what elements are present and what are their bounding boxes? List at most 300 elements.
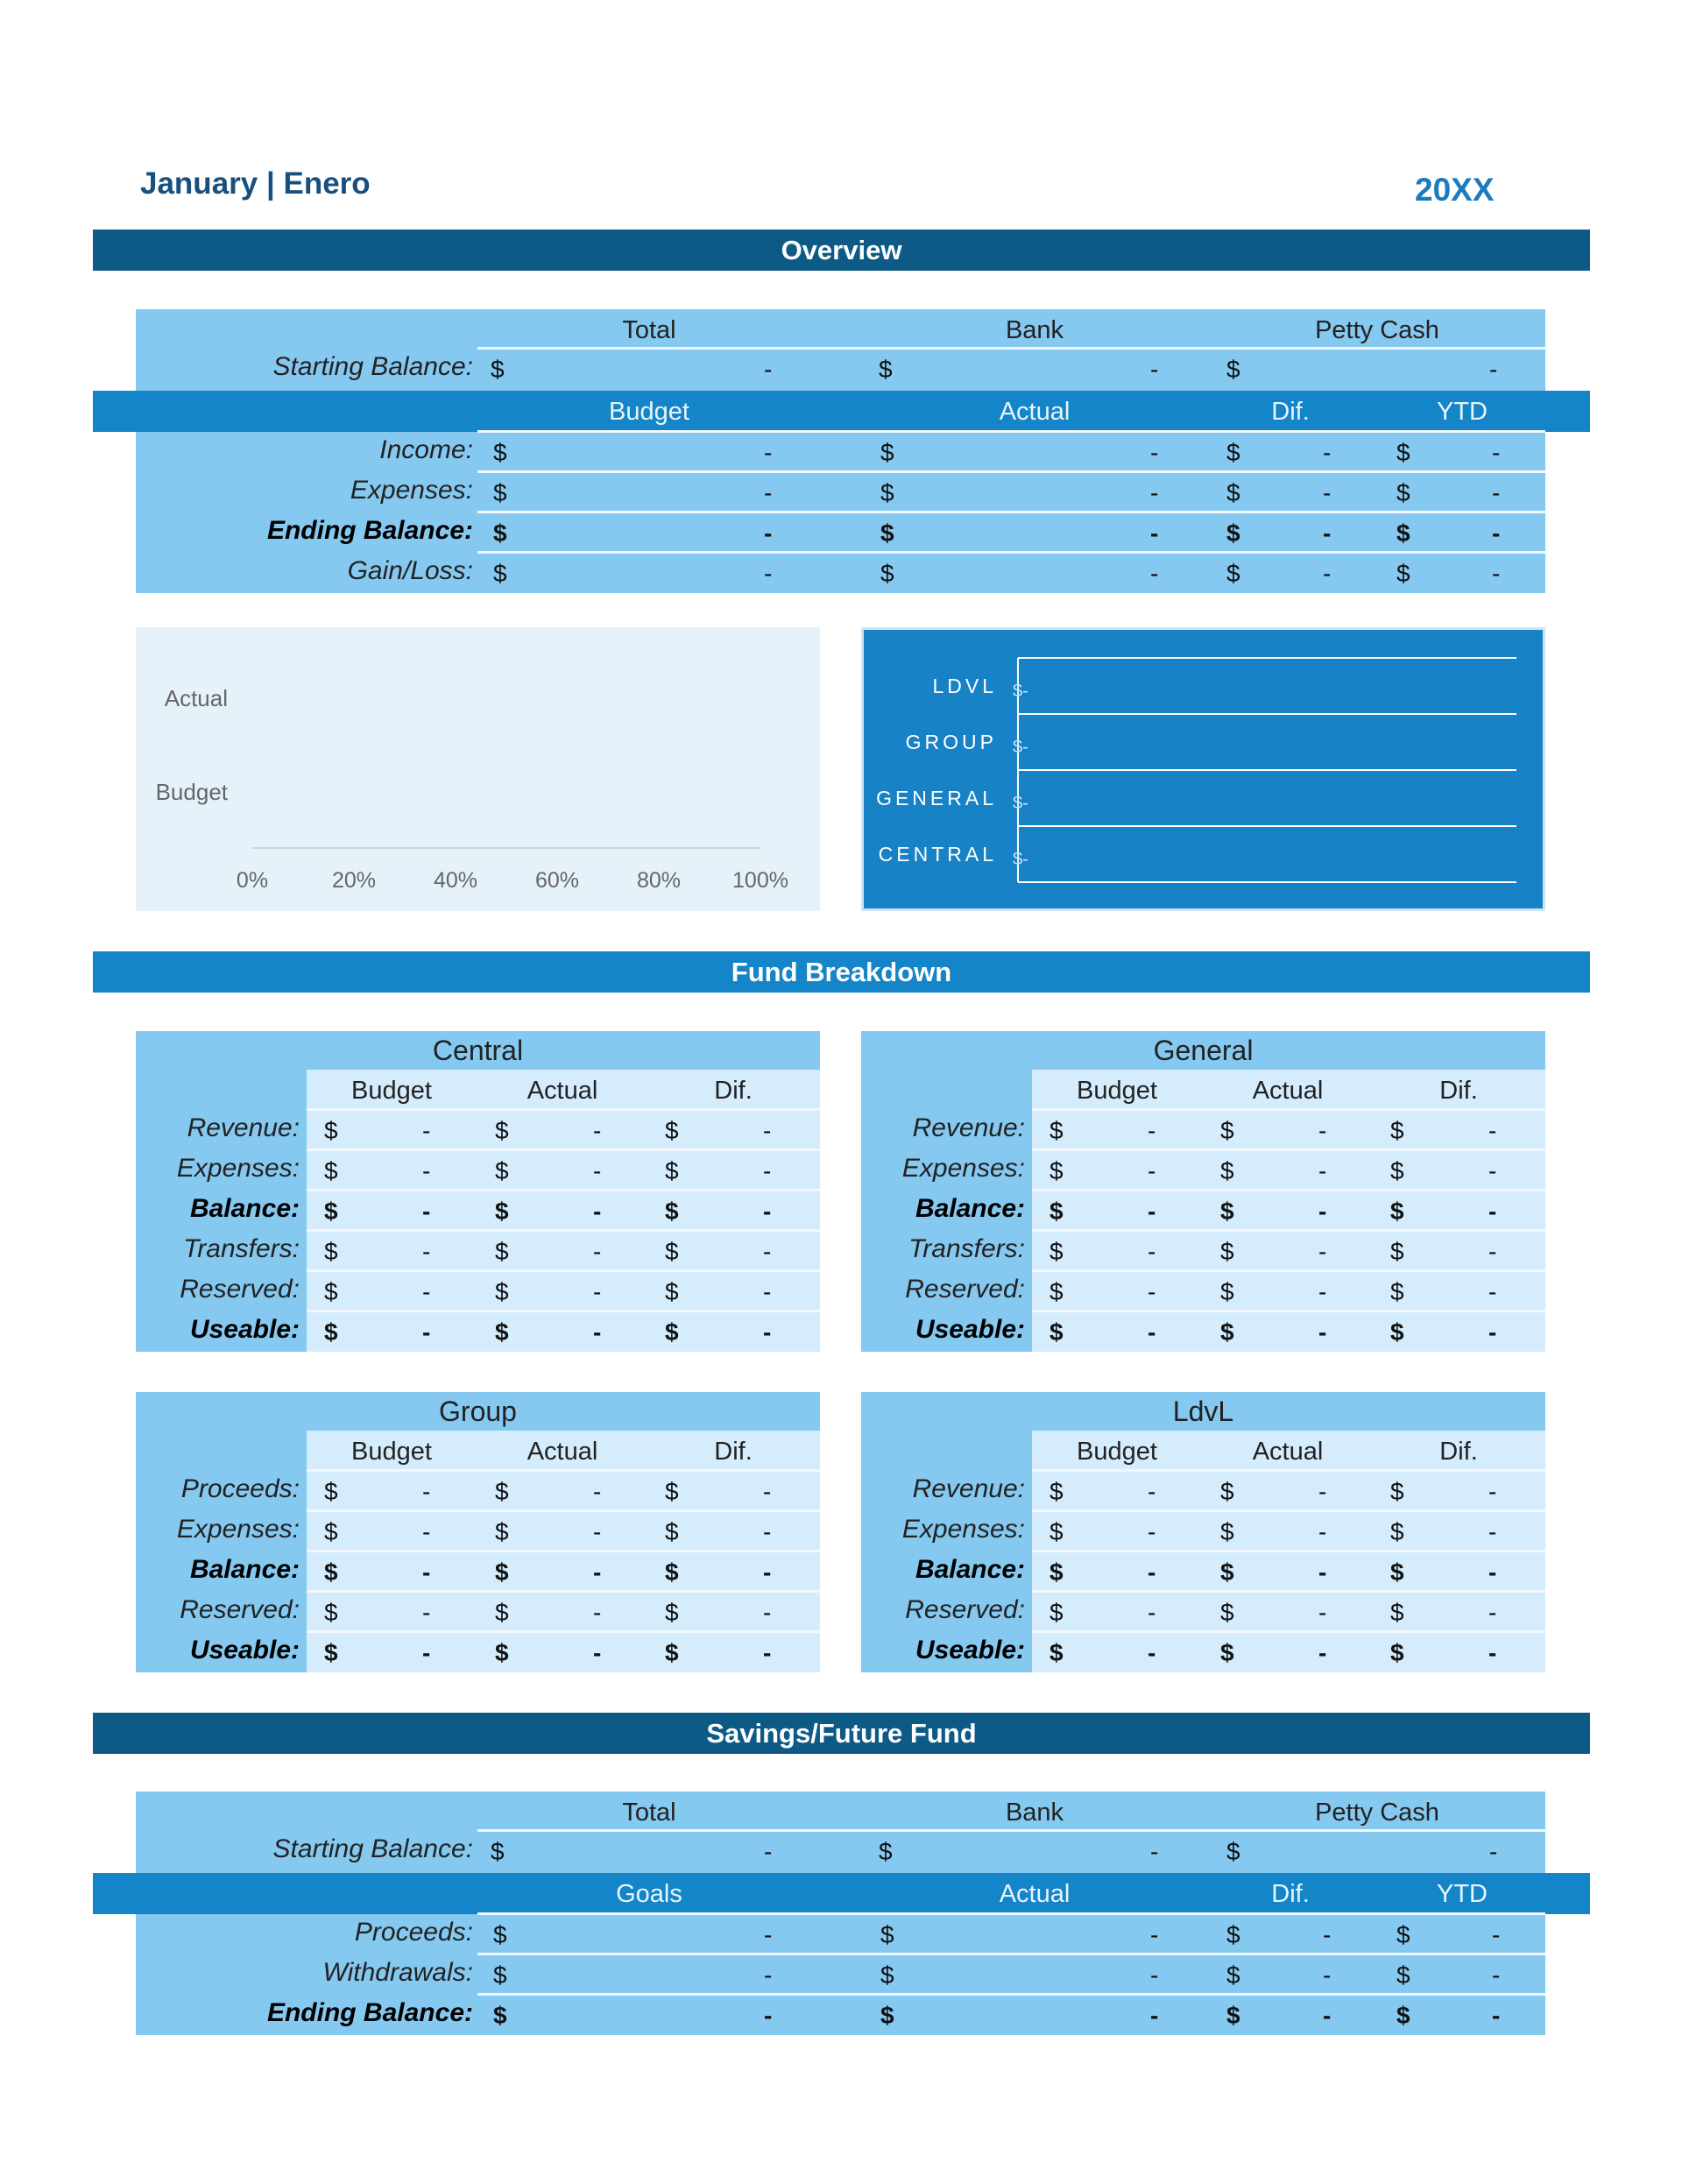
fund-central-dollar: $ <box>665 1238 679 1265</box>
fund-general-dollar: $ <box>1390 1157 1404 1184</box>
overview-row-label: Income: <box>379 435 473 464</box>
fund-central-row-label: Revenue: <box>187 1113 300 1142</box>
fund-central-col-budget: Budget <box>351 1077 432 1105</box>
savings-separator <box>477 1829 1545 1832</box>
savings-starting-label: Starting Balance: <box>272 1834 473 1863</box>
fund-ldvl-value: - <box>1318 1599 1327 1626</box>
fund-general-value: - <box>1148 1157 1156 1184</box>
overview-row-value: - <box>1492 519 1501 547</box>
fund-group-value: - <box>763 1518 772 1545</box>
fund-group-value: - <box>422 1558 431 1586</box>
overview-row-dollar: $ <box>493 479 507 506</box>
overview-col-dif: Dif. <box>1271 398 1310 426</box>
fund-general-row-label: Revenue: <box>912 1113 1025 1142</box>
fund-central-value: - <box>422 1278 431 1305</box>
fund-ldvl-dollar: $ <box>1049 1639 1064 1666</box>
overview-row-dollar: $ <box>880 479 894 506</box>
chart2-category-label: GROUP <box>905 731 997 753</box>
fund-ldvl-col-budget: Budget <box>1077 1438 1157 1466</box>
savings-row-dollar: $ <box>880 1921 894 1948</box>
fund-group-dollar: $ <box>495 1558 509 1586</box>
overview-row-dollar: $ <box>493 439 507 466</box>
fund-central-value: - <box>422 1157 431 1184</box>
fund-ldvl-dollar: $ <box>1049 1558 1064 1586</box>
fund-general-value: - <box>1488 1318 1497 1346</box>
savings-row-separator <box>477 1912 1545 1915</box>
fund-ldvl-col-dif: Dif. <box>1439 1438 1478 1466</box>
fund-group-dollar: $ <box>324 1639 338 1666</box>
savings-row-value: - <box>1492 1961 1501 1989</box>
overview-row-value: - <box>1323 439 1332 466</box>
fund-central-value: - <box>593 1238 602 1265</box>
fund-group-row-separator <box>307 1630 820 1633</box>
fund-breakdown-header: Fund Breakdown <box>93 951 1590 993</box>
chart1-category-label: Actual <box>164 685 228 711</box>
fund-central-row-label: Expenses: <box>176 1154 300 1183</box>
savings-col-actual: Actual <box>999 1880 1071 1908</box>
overview-row-value: - <box>764 519 773 547</box>
fund-group-value: - <box>422 1639 431 1666</box>
fund-group-value: - <box>422 1478 431 1505</box>
fund-central-dollar: $ <box>324 1278 338 1305</box>
fund-central-row-label: Balance: <box>189 1194 300 1223</box>
fund-central-value: - <box>593 1157 602 1184</box>
fund-general-dollar: $ <box>1220 1318 1234 1346</box>
overview-starting-value: - <box>1150 356 1159 383</box>
fund-general-value: - <box>1488 1157 1497 1184</box>
fund-group-row-separator <box>307 1509 820 1512</box>
savings-row-value: - <box>1150 1961 1159 1989</box>
fund-ldvl-row-separator <box>1032 1590 1545 1593</box>
fund-ldvl-value: - <box>1488 1599 1497 1626</box>
fund-general-value: - <box>1148 1198 1156 1225</box>
fund-central-dollar: $ <box>665 1117 679 1144</box>
fund-group-dollar: $ <box>665 1518 679 1545</box>
fund-ldvl-col-actual: Actual <box>1252 1438 1324 1466</box>
fund-ldvl-row-separator <box>1032 1550 1545 1552</box>
fund-general-dollar: $ <box>1049 1318 1064 1346</box>
overview-row-dollar: $ <box>493 519 507 547</box>
overview-row-dollar: $ <box>1226 479 1240 506</box>
fund-general-col-dif: Dif. <box>1439 1077 1478 1105</box>
fund-central-dollar: $ <box>495 1278 509 1305</box>
overview-row-value: - <box>764 479 773 506</box>
fund-ldvl-value: - <box>1488 1639 1497 1666</box>
fund-general-value: - <box>1488 1198 1497 1225</box>
chart1-x-tick: 40% <box>433 868 478 893</box>
fund-general-title: General <box>861 1031 1545 1070</box>
chart2-data-label: $- <box>1013 794 1028 813</box>
fund-general-dollar: $ <box>1220 1117 1234 1144</box>
fund-group-row-label: Expenses: <box>176 1515 300 1544</box>
fund-general-row-label: Reserved: <box>905 1275 1025 1304</box>
fund-ldvl-dollar: $ <box>1049 1518 1064 1545</box>
fund-ldvl-value: - <box>1148 1599 1156 1626</box>
fund-central-dollar: $ <box>665 1198 679 1225</box>
savings-row-dollar: $ <box>880 1961 894 1989</box>
overview-row-separator <box>477 551 1545 554</box>
fund-central-value: - <box>422 1117 431 1144</box>
fund-group-value: - <box>763 1599 772 1626</box>
fund-general-row-separator <box>1032 1269 1545 1272</box>
fund-ldvl-dollar: $ <box>1220 1639 1234 1666</box>
fund-general-value: - <box>1318 1157 1327 1184</box>
overview-row-dollar: $ <box>1396 560 1410 587</box>
fund-group-dollar: $ <box>324 1599 338 1626</box>
fund-ldvl-row-separator <box>1032 1630 1545 1633</box>
fund-group-dollar: $ <box>665 1639 679 1666</box>
fund-central-row-separator <box>307 1310 820 1312</box>
fund-general-dollar: $ <box>1390 1238 1404 1265</box>
fund-central-value: - <box>763 1198 772 1225</box>
fund-group-row-label: Useable: <box>189 1636 300 1665</box>
overview-row-value: - <box>1492 479 1501 506</box>
fund-ldvl-row-label: Useable: <box>915 1636 1025 1665</box>
fund-central-value: - <box>763 1157 772 1184</box>
fund-general-row-label: Transfers: <box>908 1234 1025 1263</box>
overview-col-total: Total <box>622 316 676 344</box>
overview-col-actual: Actual <box>999 398 1071 426</box>
savings-row-dollar: $ <box>493 1921 507 1948</box>
fund-group-value: - <box>593 1558 602 1586</box>
fund-ldvl-row-label: Balance: <box>915 1555 1025 1584</box>
savings-row-dollar: $ <box>493 2002 507 2029</box>
fund-general-row-label: Balance: <box>915 1194 1025 1223</box>
overview-row-dollar: $ <box>493 560 507 587</box>
chart1-x-tick: 60% <box>534 868 580 893</box>
overview-row-separator <box>477 511 1545 513</box>
savings-row-label: Proceeds: <box>354 1918 473 1947</box>
overview-row-dollar: $ <box>880 519 894 547</box>
overview-starting-dollar: $ <box>879 356 893 383</box>
overview-row-value: - <box>764 560 773 587</box>
budget-actual-chart <box>136 627 820 911</box>
savings-row-separator <box>477 1993 1545 1996</box>
fund-central-dollar: $ <box>665 1318 679 1346</box>
overview-row-dollar: $ <box>1226 560 1240 587</box>
fund-central-dollar: $ <box>495 1238 509 1265</box>
savings-row-value: - <box>1492 2002 1501 2029</box>
fund-ldvl-value: - <box>1148 1478 1156 1505</box>
overview-row-dollar: $ <box>1396 479 1410 506</box>
savings-row-value: - <box>764 1961 773 1989</box>
fund-general-value: - <box>1318 1278 1327 1305</box>
fund-central-value: - <box>593 1198 602 1225</box>
fund-group-dollar: $ <box>495 1478 509 1505</box>
fund-general-value: - <box>1318 1318 1327 1346</box>
savings-row-value: - <box>764 1921 773 1948</box>
chart2-data-label: $- <box>1013 682 1028 701</box>
chart2-data-label: $- <box>1013 850 1028 869</box>
overview-header: Overview <box>93 230 1590 271</box>
fund-central-dollar: $ <box>324 1238 338 1265</box>
savings-row-value: - <box>1150 1921 1159 1948</box>
fund-group-col-budget: Budget <box>351 1438 432 1466</box>
overview-row-value: - <box>764 439 773 466</box>
savings-row-value: - <box>1323 2002 1332 2029</box>
fund-ldvl-value: - <box>1488 1558 1497 1586</box>
savings-col-ytd: YTD <box>1437 1880 1488 1908</box>
fund-central-separator <box>307 1108 820 1111</box>
savings-row-label: Ending Balance: <box>266 1998 473 2027</box>
fund-central-value: - <box>593 1117 602 1144</box>
overview-col-bank: Bank <box>1005 316 1064 344</box>
overview-row-dollar: $ <box>1226 439 1240 466</box>
savings-col-total: Total <box>622 1799 676 1827</box>
savings-col-goals: Goals <box>616 1880 682 1908</box>
fund-general-value: - <box>1148 1278 1156 1305</box>
savings-row-label: Withdrawals: <box>322 1958 473 1987</box>
savings-row-dollar: $ <box>1396 1921 1410 1948</box>
overview-col-petty-cash: Petty Cash <box>1315 316 1439 344</box>
fund-general-dollar: $ <box>1220 1157 1234 1184</box>
overview-row-value: - <box>1150 439 1159 466</box>
savings-row-value: - <box>1323 1961 1332 1989</box>
savings-starting-dollar: $ <box>491 1838 505 1865</box>
fund-group-dollar: $ <box>665 1478 679 1505</box>
fund-ldvl-value: - <box>1488 1518 1497 1545</box>
fund-group-row-separator <box>307 1590 820 1593</box>
savings-starting-value: - <box>764 1838 773 1865</box>
fund-general-value: - <box>1318 1238 1327 1265</box>
overview-row-dollar: $ <box>880 560 894 587</box>
fund-ldvl-title: LdvL <box>861 1392 1545 1431</box>
fund-group-value: - <box>422 1599 431 1626</box>
fund-ldvl-dollar: $ <box>1220 1599 1234 1626</box>
fund-central-dollar: $ <box>495 1157 509 1184</box>
overview-row-dollar: $ <box>880 439 894 466</box>
overview-row-dollar: $ <box>1226 519 1240 547</box>
fund-ldvl-dollar: $ <box>1390 1478 1404 1505</box>
fund-general-value: - <box>1318 1117 1327 1144</box>
fund-group-col-actual: Actual <box>527 1438 598 1466</box>
fund-group-dollar: $ <box>324 1518 338 1545</box>
fund-ldvl-value: - <box>1148 1639 1156 1666</box>
savings-starting-dollar: $ <box>879 1838 893 1865</box>
overview-row-separator <box>477 470 1545 473</box>
fund-general-dollar: $ <box>1390 1198 1404 1225</box>
savings-row-value: - <box>1492 1921 1501 1948</box>
fund-central-value: - <box>763 1318 772 1346</box>
fund-general-value: - <box>1148 1318 1156 1346</box>
fund-central-row-label: Useable: <box>189 1315 300 1344</box>
fund-ldvl-dollar: $ <box>1390 1558 1404 1586</box>
overview-row-label: Gain/Loss: <box>347 556 473 585</box>
fund-central-title: Central <box>136 1031 820 1070</box>
overview-starting-value: - <box>764 356 773 383</box>
savings-row-dollar: $ <box>1226 2002 1240 2029</box>
overview-row-value: - <box>1323 479 1332 506</box>
fund-ldvl-value: - <box>1318 1639 1327 1666</box>
fund-general-value: - <box>1488 1238 1497 1265</box>
fund-group-value: - <box>593 1518 602 1545</box>
overview-row-dollar: $ <box>1396 439 1410 466</box>
overview-row-value: - <box>1323 560 1332 587</box>
chart1-x-tick: 0% <box>236 868 269 893</box>
fund-general-dollar: $ <box>1220 1198 1234 1225</box>
overview-row-value: - <box>1323 519 1332 547</box>
fund-central-dollar: $ <box>665 1157 679 1184</box>
overview-starting-dollar: $ <box>491 356 505 383</box>
fund-general-dollar: $ <box>1049 1238 1064 1265</box>
fund-group-value: - <box>422 1518 431 1545</box>
year-title: 20XX <box>1415 172 1495 208</box>
fund-general-separator <box>1032 1108 1545 1111</box>
savings-row-value: - <box>1323 1921 1332 1948</box>
savings-row-dollar: $ <box>1396 1961 1410 1989</box>
fund-group-row-separator <box>307 1550 820 1552</box>
fund-central-value: - <box>763 1238 772 1265</box>
savings-row-dollar: $ <box>1396 2002 1410 2029</box>
fund-central-dollar: $ <box>324 1157 338 1184</box>
fund-ldvl-dollar: $ <box>1049 1478 1064 1505</box>
fund-ldvl-value: - <box>1148 1518 1156 1545</box>
fund-group-dollar: $ <box>495 1639 509 1666</box>
fund-chart <box>861 627 1545 911</box>
fund-group-value: - <box>593 1639 602 1666</box>
savings-row-value: - <box>764 2002 773 2029</box>
fund-central-row-separator <box>307 1269 820 1272</box>
savings-col-petty-cash: Petty Cash <box>1315 1799 1439 1827</box>
fund-ldvl-row-label: Reserved: <box>905 1595 1025 1624</box>
fund-ldvl-dollar: $ <box>1049 1599 1064 1626</box>
fund-central-dollar: $ <box>324 1198 338 1225</box>
overview-row-value: - <box>1492 439 1501 466</box>
overview-separator <box>477 347 1545 350</box>
fund-ldvl-value: - <box>1318 1558 1327 1586</box>
chart1-x-tick: 80% <box>636 868 682 893</box>
overview-col-budget: Budget <box>609 398 689 426</box>
savings-row-value: - <box>1150 2002 1159 2029</box>
fund-group-value: - <box>593 1478 602 1505</box>
savings-col-bank: Bank <box>1005 1799 1064 1827</box>
fund-general-dollar: $ <box>1220 1278 1234 1305</box>
overview-row-value: - <box>1492 560 1501 587</box>
chart1-category-label: Budget <box>155 779 228 805</box>
fund-ldvl-value: - <box>1318 1478 1327 1505</box>
fund-central-value: - <box>763 1278 772 1305</box>
fund-group-row-label: Reserved: <box>180 1595 300 1624</box>
fund-general-value: - <box>1148 1238 1156 1265</box>
fund-general-dollar: $ <box>1390 1318 1404 1346</box>
fund-general-value: - <box>1488 1278 1497 1305</box>
overview-row-value: - <box>1150 519 1159 547</box>
fund-central-value: - <box>422 1318 431 1346</box>
fund-central-col-actual: Actual <box>527 1077 598 1105</box>
fund-general-row-separator <box>1032 1189 1545 1191</box>
fund-central-dollar: $ <box>324 1318 338 1346</box>
overview-starting-dollar: $ <box>1226 356 1240 383</box>
fund-ldvl-row-separator <box>1032 1509 1545 1512</box>
fund-central-dollar: $ <box>495 1117 509 1144</box>
overview-starting-value: - <box>1489 356 1498 383</box>
fund-ldvl-dollar: $ <box>1220 1558 1234 1586</box>
chart2-category-label: GENERAL <box>876 787 997 809</box>
fund-general-dollar: $ <box>1049 1198 1064 1225</box>
overview-col-ytd: YTD <box>1437 398 1488 426</box>
fund-central-col-dif: Dif. <box>714 1077 753 1105</box>
fund-group-dollar: $ <box>665 1558 679 1586</box>
fund-ldvl-separator <box>1032 1469 1545 1472</box>
fund-general-col-budget: Budget <box>1077 1077 1157 1105</box>
overview-starting-label: Starting Balance: <box>272 352 473 381</box>
chart2-category-label: CENTRAL <box>878 843 997 866</box>
fund-general-dollar: $ <box>1390 1117 1404 1144</box>
fund-general-row-label: Useable: <box>915 1315 1025 1344</box>
fund-group-value: - <box>593 1599 602 1626</box>
overview-row-label: Ending Balance: <box>266 516 473 545</box>
fund-central-value: - <box>422 1238 431 1265</box>
chart2-category-label: LDVL <box>932 675 997 697</box>
fund-group-dollar: $ <box>495 1599 509 1626</box>
fund-ldvl-dollar: $ <box>1390 1599 1404 1626</box>
fund-central-row-separator <box>307 1189 820 1191</box>
fund-general-value: - <box>1488 1117 1497 1144</box>
fund-ldvl-value: - <box>1318 1518 1327 1545</box>
overview-row-separator <box>477 430 1545 433</box>
fund-group-dollar: $ <box>495 1518 509 1545</box>
fund-group-value: - <box>763 1558 772 1586</box>
fund-general-col-actual: Actual <box>1252 1077 1324 1105</box>
fund-general-row-separator <box>1032 1229 1545 1232</box>
fund-group-row-label: Proceeds: <box>180 1474 300 1503</box>
fund-chart-svg <box>864 630 1543 908</box>
fund-general-dollar: $ <box>1049 1117 1064 1144</box>
fund-ldvl-dollar: $ <box>1390 1639 1404 1666</box>
savings-row-dollar: $ <box>880 2002 894 2029</box>
budget-actual-svg <box>136 627 820 911</box>
savings-starting-value: - <box>1489 1838 1498 1865</box>
fund-group-dollar: $ <box>324 1478 338 1505</box>
fund-group-dollar: $ <box>324 1558 338 1586</box>
overview-row-value: - <box>1150 479 1159 506</box>
fund-ldvl-value: - <box>1148 1558 1156 1586</box>
savings-header: Savings/Future Fund <box>93 1713 1590 1754</box>
overview-row-dollar: $ <box>1396 519 1410 547</box>
fund-group-value: - <box>763 1478 772 1505</box>
fund-central-row-label: Transfers: <box>183 1234 300 1263</box>
fund-ldvl-row-label: Revenue: <box>912 1474 1025 1503</box>
overview-row-value: - <box>1150 560 1159 587</box>
chart1-x-tick: 100% <box>732 868 788 893</box>
fund-central-dollar: $ <box>665 1278 679 1305</box>
fund-central-dollar: $ <box>324 1117 338 1144</box>
fund-general-dollar: $ <box>1049 1278 1064 1305</box>
month-title: January | Enero <box>140 166 371 201</box>
fund-group-dollar: $ <box>665 1599 679 1626</box>
chart1-x-tick: 20% <box>331 868 377 893</box>
fund-ldvl-dollar: $ <box>1220 1518 1234 1545</box>
fund-general-row-separator <box>1032 1310 1545 1312</box>
fund-group-title: Group <box>136 1392 820 1431</box>
fund-ldvl-dollar: $ <box>1390 1518 1404 1545</box>
savings-row-dollar: $ <box>493 1961 507 1989</box>
fund-general-dollar: $ <box>1390 1278 1404 1305</box>
fund-ldvl-dollar: $ <box>1220 1478 1234 1505</box>
fund-general-row-label: Expenses: <box>901 1154 1025 1183</box>
fund-ldvl-value: - <box>1488 1478 1497 1505</box>
savings-row-dollar: $ <box>1226 1961 1240 1989</box>
fund-group-row-label: Balance: <box>189 1555 300 1584</box>
savings-col-dif: Dif. <box>1271 1880 1310 1908</box>
savings-starting-value: - <box>1150 1838 1159 1865</box>
fund-general-dollar: $ <box>1220 1238 1234 1265</box>
fund-general-value: - <box>1148 1117 1156 1144</box>
chart2-data-label: $- <box>1013 738 1028 757</box>
fund-central-row-label: Reserved: <box>180 1275 300 1304</box>
fund-central-dollar: $ <box>495 1318 509 1346</box>
fund-group-value: - <box>763 1639 772 1666</box>
